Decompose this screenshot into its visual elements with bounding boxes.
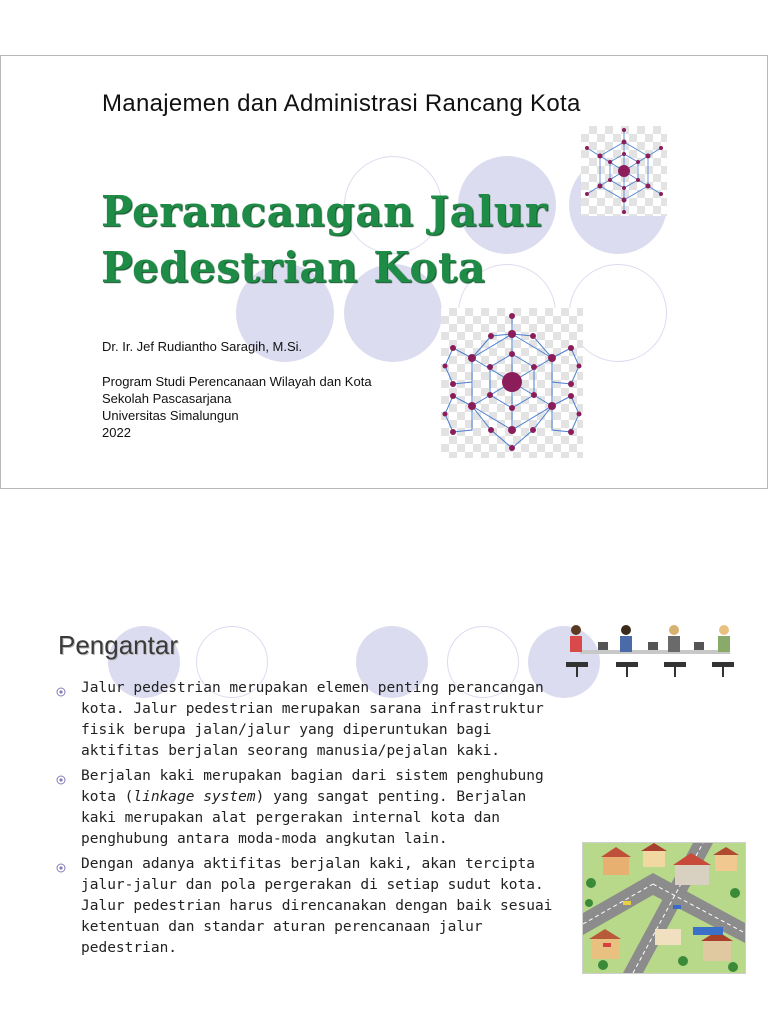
circle-dot-bullet-icon — [56, 859, 66, 869]
content-slide — [0, 600, 766, 1024]
list-item — [56, 766, 566, 850]
main-title — [101, 184, 547, 296]
program-line: Universitas Simalungun — [102, 408, 239, 423]
program-line: Sekolah Pascasarjana — [102, 391, 232, 406]
bullet-text: Jalur pedestrian merupakan elemen penting perancangan kota. Jalur pedestrian merupakan sarana infrastruktur fisik berupa jalan/jalur yang diperuntukan bagi aktifitas berjalan seorang manusia/pejalan kaki. — [81, 680, 544, 759]
section-title: Pengantar — [58, 630, 178, 660]
program-line: Program Studi Perencanaan Wilayah dan Kota — [102, 374, 372, 389]
bullet-text-italic: linkage system — [133, 789, 256, 805]
city-intersection-illustration — [582, 842, 746, 974]
network-graph-icon — [581, 126, 667, 216]
program-line: 2022 — [102, 425, 131, 440]
circle-dot-bullet-icon — [56, 683, 66, 693]
bullet-text-part: Berjalan kaki merupakan bagian dari sistem penghubung kota ( — [81, 768, 544, 805]
list-item — [56, 678, 566, 762]
main-title-line1: Perancangan Jalur — [101, 187, 548, 236]
bullet-text-part: ) yang sangat penting. Berjalan kaki merupakan alat pergerakan internal kota dan penghubung antara moda-moda angkutan lain. — [81, 789, 527, 847]
circle-dot-bullet-icon — [56, 771, 66, 781]
title-slide — [0, 55, 768, 489]
bullet-list — [56, 678, 566, 963]
bullet-text — [81, 768, 544, 847]
main-title-line2: Pedestrian Kota — [101, 243, 486, 292]
network-graph-icon — [441, 308, 583, 458]
decor-circle — [569, 264, 667, 362]
program-info — [102, 373, 372, 441]
course-title: Manajemen dan Administrasi Rancang Kota — [102, 90, 581, 117]
office-meeting-illustration — [562, 622, 744, 684]
bullet-text: Dengan adanya aktifitas berjalan kaki, akan tercipta jalur-jalur dan pola pergerakan di setiap sudut kota. Jalur pedestrian harus direncanakan dengan baik sesuai ketentuan dan standar aturan perencanaan jalur pedestrian. — [81, 856, 553, 956]
list-item — [56, 854, 566, 959]
author-name: Dr. Ir. Jef Rudiantho Saragih, M.Si. — [102, 339, 303, 354]
